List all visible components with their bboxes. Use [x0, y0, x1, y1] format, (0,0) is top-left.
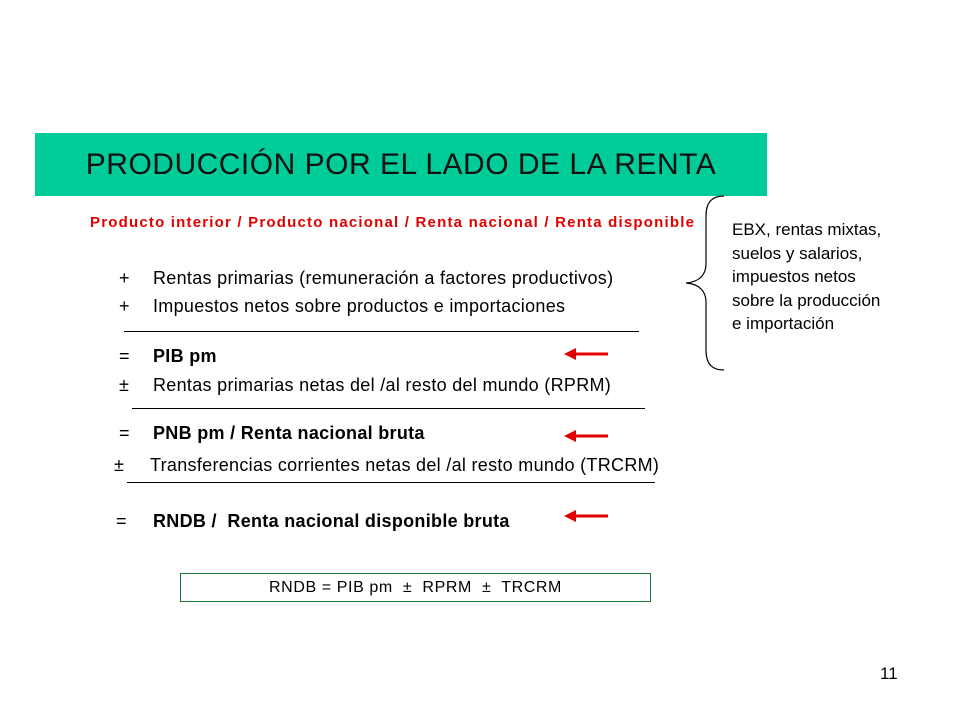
divider-line	[127, 482, 655, 483]
divider-line	[132, 408, 645, 409]
operator-equals: =	[119, 423, 130, 443]
row-trcrm: Transferencias corrientes netas del /al resto mundo (TRCRM)	[150, 455, 660, 475]
row-rprm: Rentas primarias netas del /al resto del mundo (RPRM)	[153, 375, 612, 395]
title-banner	[35, 133, 767, 196]
operator-plus: +	[119, 268, 130, 288]
slide-subtitle: Producto interior / Producto nacional / Renta nacional / Renta disponible	[90, 214, 696, 231]
note-line: impuestos netos	[732, 267, 856, 286]
row-pib-pm: PIB pm	[153, 346, 217, 366]
row-pnb-pm: PNB pm / Renta nacional bruta	[153, 423, 425, 443]
operator-plus-minus: ±	[119, 375, 129, 395]
arrow-left-icon	[564, 428, 610, 444]
row-impuestos-netos: Impuestos netos sobre productos e importaciones	[153, 296, 566, 316]
note-line: EBX, rentas mixtas,	[732, 220, 882, 239]
note-line: suelos y salarios,	[732, 243, 863, 263]
brace-note	[732, 218, 881, 336]
page-number: 11	[880, 664, 898, 683]
note-line: sobre la producción	[732, 290, 881, 310]
formula-box	[180, 573, 651, 602]
arrow-left-icon	[564, 346, 610, 362]
operator-plus-minus: ±	[114, 455, 124, 475]
row-rndb: RNDB / Renta nacional disponible bruta	[153, 511, 510, 531]
divider-line	[124, 331, 639, 332]
arrow-left-icon	[564, 508, 610, 524]
operator-equals: =	[116, 511, 127, 531]
operator-plus: +	[119, 296, 130, 316]
curly-brace-icon	[684, 194, 732, 372]
slide-title: PRODUCCIÓN POR EL LADO DE LA RENTA	[85, 147, 717, 181]
operator-equals: =	[119, 346, 130, 366]
formula-text: RNDB = PIB pm ± RPRM ± TRCRM	[269, 578, 562, 596]
row-rentas-primarias: Rentas primarias (remuneración a factores productivos)	[153, 268, 614, 288]
note-line: e importación	[732, 314, 835, 333]
